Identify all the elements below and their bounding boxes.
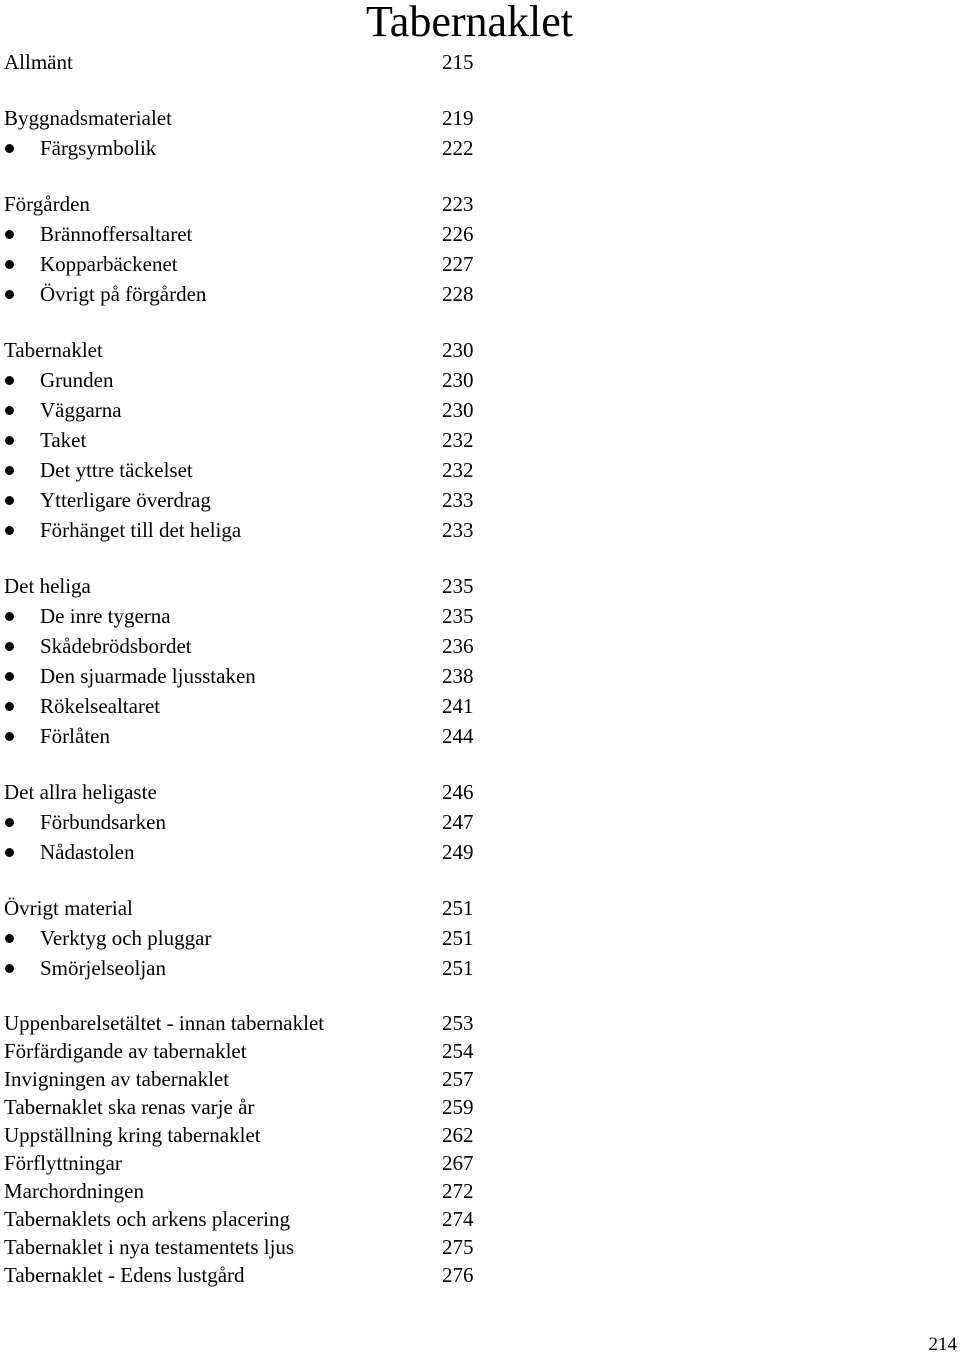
toc-entry-label: Kopparbäckenet: [40, 252, 178, 276]
toc-entry-page: 254: [442, 1039, 474, 1063]
toc-entry-page: 235: [442, 574, 474, 598]
toc-entry-page: 233: [442, 518, 474, 542]
toc-entry: [4, 1261, 524, 1289]
toc-entry-page: 230: [442, 398, 474, 422]
section-gap: [4, 77, 524, 103]
toc-subentry: [4, 365, 524, 395]
toc-entry-page: 230: [442, 368, 474, 392]
bullet-icon: [5, 436, 14, 445]
toc-entry-label: Invigningen av tabernaklet: [4, 1067, 230, 1091]
toc-entry: [4, 103, 524, 133]
bullet-icon: [5, 702, 14, 711]
toc-entry-label: Förlåten: [40, 724, 110, 748]
toc-entry-page: 223: [442, 192, 474, 216]
toc-subentry: [4, 721, 524, 751]
toc-entry-label: Nådastolen: [40, 840, 135, 864]
toc-entry-label: Det allra heligaste: [4, 780, 157, 804]
toc-entry-page: 257: [442, 1067, 474, 1091]
toc-subentry: [4, 455, 524, 485]
toc-subentry: [4, 485, 524, 515]
toc-entry-label: Rökelsealtaret: [40, 694, 161, 718]
toc-entry-page: 272: [442, 1179, 474, 1203]
toc-subentry: [4, 601, 524, 631]
toc-entry-page: 226: [442, 222, 474, 246]
toc-entry: [4, 189, 524, 219]
toc-entry-page: 259: [442, 1095, 474, 1119]
toc-entry-label: Övrigt material: [4, 896, 133, 920]
toc-entry: [4, 777, 524, 807]
toc-entry-page: 262: [442, 1123, 474, 1147]
toc-entry-label: Det heliga: [4, 574, 91, 598]
toc-entry-page: 276: [442, 1263, 474, 1287]
toc-entry-label: Smörjelseoljan: [40, 956, 166, 980]
toc-entry-page: 219: [442, 106, 474, 130]
toc-entry-page: 241: [442, 694, 474, 718]
section-gap: [4, 545, 524, 571]
section-gap: [4, 309, 524, 335]
toc-entry: [4, 1009, 524, 1037]
toc-entry-label: Skådebrödsbordet: [40, 634, 192, 658]
toc-subentry: [4, 133, 524, 163]
toc-subentry: [4, 631, 524, 661]
toc-entry-page: 215: [442, 50, 474, 74]
toc-subentry: [4, 219, 524, 249]
toc-entry: [4, 47, 524, 77]
bullet-icon: [5, 406, 14, 415]
toc-subentry: [4, 953, 524, 983]
bullet-icon: [5, 964, 14, 973]
toc-entry: [4, 1065, 524, 1093]
bullet-icon: [5, 732, 14, 741]
toc-entry-label: Tabernaklet ska renas varje år: [4, 1095, 255, 1119]
toc-entry: [4, 1093, 524, 1121]
bullet-icon: [5, 642, 14, 651]
toc-entry-label: Väggarna: [40, 398, 122, 422]
toc-entry-label: Tabernaklet - Edens lustgård: [4, 1263, 245, 1287]
toc-entry-label: Uppställning kring tabernaklet: [4, 1123, 261, 1147]
toc-subentry: [4, 807, 524, 837]
toc-entry-page: 232: [442, 458, 474, 482]
section-gap: [4, 983, 524, 1009]
toc-entry-label: Den sjuarmade ljusstaken: [40, 664, 256, 688]
toc-entry-label: Brännoffersaltaret: [40, 222, 193, 246]
page-title: Tabernaklet: [366, 0, 574, 46]
toc-entry: [4, 571, 524, 601]
toc-entry-page: 244: [442, 724, 474, 748]
toc-entry-page: 251: [442, 896, 474, 920]
toc-entry-label: Ytterligare överdrag: [40, 488, 211, 512]
table-of-contents: [4, 47, 524, 1289]
bullet-icon: [5, 290, 14, 299]
toc-entry-label: Övrigt på förgården: [40, 282, 207, 306]
toc-subentry: [4, 249, 524, 279]
bullet-icon: [5, 526, 14, 535]
section-gap: [4, 867, 524, 893]
toc-entry: [4, 1233, 524, 1261]
toc-entry-label: Färgsymbolik: [40, 136, 157, 160]
toc-entry-label: Verktyg och pluggar: [40, 926, 212, 950]
toc-entry-label: Uppenbarelsetältet - innan tabernaklet: [4, 1011, 325, 1035]
toc-subentry: [4, 837, 524, 867]
toc-entry-page: 228: [442, 282, 474, 306]
bullet-icon: [5, 848, 14, 857]
toc-entry: [4, 893, 524, 923]
toc-entry-page: 230: [442, 338, 474, 362]
toc-entry-page: 227: [442, 252, 474, 276]
toc-entry: [4, 1205, 524, 1233]
page-number: 214: [928, 1334, 957, 1355]
toc-entry-page: 233: [442, 488, 474, 512]
toc-entry: [4, 1177, 524, 1205]
toc-subentry: [4, 279, 524, 309]
bullet-icon: [5, 818, 14, 827]
toc-entry-label: Marchordningen: [4, 1179, 144, 1203]
toc-entry-page: 249: [442, 840, 474, 864]
toc-entry-label: Förbundsarken: [40, 810, 166, 834]
toc-entry-page: 251: [442, 926, 474, 950]
bullet-icon: [5, 260, 14, 269]
toc-entry: [4, 1121, 524, 1149]
toc-subentry: [4, 395, 524, 425]
toc-entry-page: 246: [442, 780, 474, 804]
toc-subentry: [4, 923, 524, 953]
toc-entry-label: Byggnadsmaterialet: [4, 106, 172, 130]
bullet-icon: [5, 612, 14, 621]
toc-entry: [4, 1037, 524, 1065]
toc-subentry: [4, 691, 524, 721]
bullet-icon: [5, 672, 14, 681]
toc-entry-label: Tabernaklet: [4, 338, 103, 362]
toc-entry: [4, 1149, 524, 1177]
toc-entry-page: 275: [442, 1235, 474, 1259]
toc-subentry: [4, 515, 524, 545]
toc-entry-label: Taket: [40, 428, 87, 452]
toc-entry-page: 236: [442, 634, 474, 658]
toc-entry-label: Allmänt: [4, 50, 73, 74]
toc-entry-page: 222: [442, 136, 474, 160]
toc-entry-page: 247: [442, 810, 474, 834]
toc-entry-label: Det yttre täckelset: [40, 458, 193, 482]
toc-entry-label: Förfärdigande av tabernaklet: [4, 1039, 247, 1063]
toc-entry-label: Grunden: [40, 368, 114, 392]
toc-entry-page: 238: [442, 664, 474, 688]
toc-entry-page: 251: [442, 956, 474, 980]
toc-entry-label: Tabernaklet i nya testamentets ljus: [4, 1235, 295, 1259]
toc-entry-page: 274: [442, 1207, 474, 1231]
toc-entry-label: Förgården: [4, 192, 90, 216]
toc-entry-page: 267: [442, 1151, 474, 1175]
toc-entry-label: De inre tygerna: [40, 604, 171, 628]
toc-entry-label: Tabernaklets och arkens placering: [4, 1207, 290, 1231]
toc-entry-page: 235: [442, 604, 474, 628]
toc-entry-label: Förflyttningar: [4, 1151, 122, 1175]
toc-entry-page: 232: [442, 428, 474, 452]
bullet-icon: [5, 376, 14, 385]
toc-entry-label: Förhänget till det heliga: [40, 518, 242, 542]
section-gap: [4, 163, 524, 189]
toc-entry: [4, 335, 524, 365]
toc-subentry: [4, 425, 524, 455]
bullet-icon: [5, 934, 14, 943]
bullet-icon: [5, 144, 14, 153]
section-gap: [4, 751, 524, 777]
bullet-icon: [5, 466, 14, 475]
bullet-icon: [5, 496, 14, 505]
toc-entry-page: 253: [442, 1011, 474, 1035]
bullet-icon: [5, 230, 14, 239]
toc-subentry: [4, 661, 524, 691]
